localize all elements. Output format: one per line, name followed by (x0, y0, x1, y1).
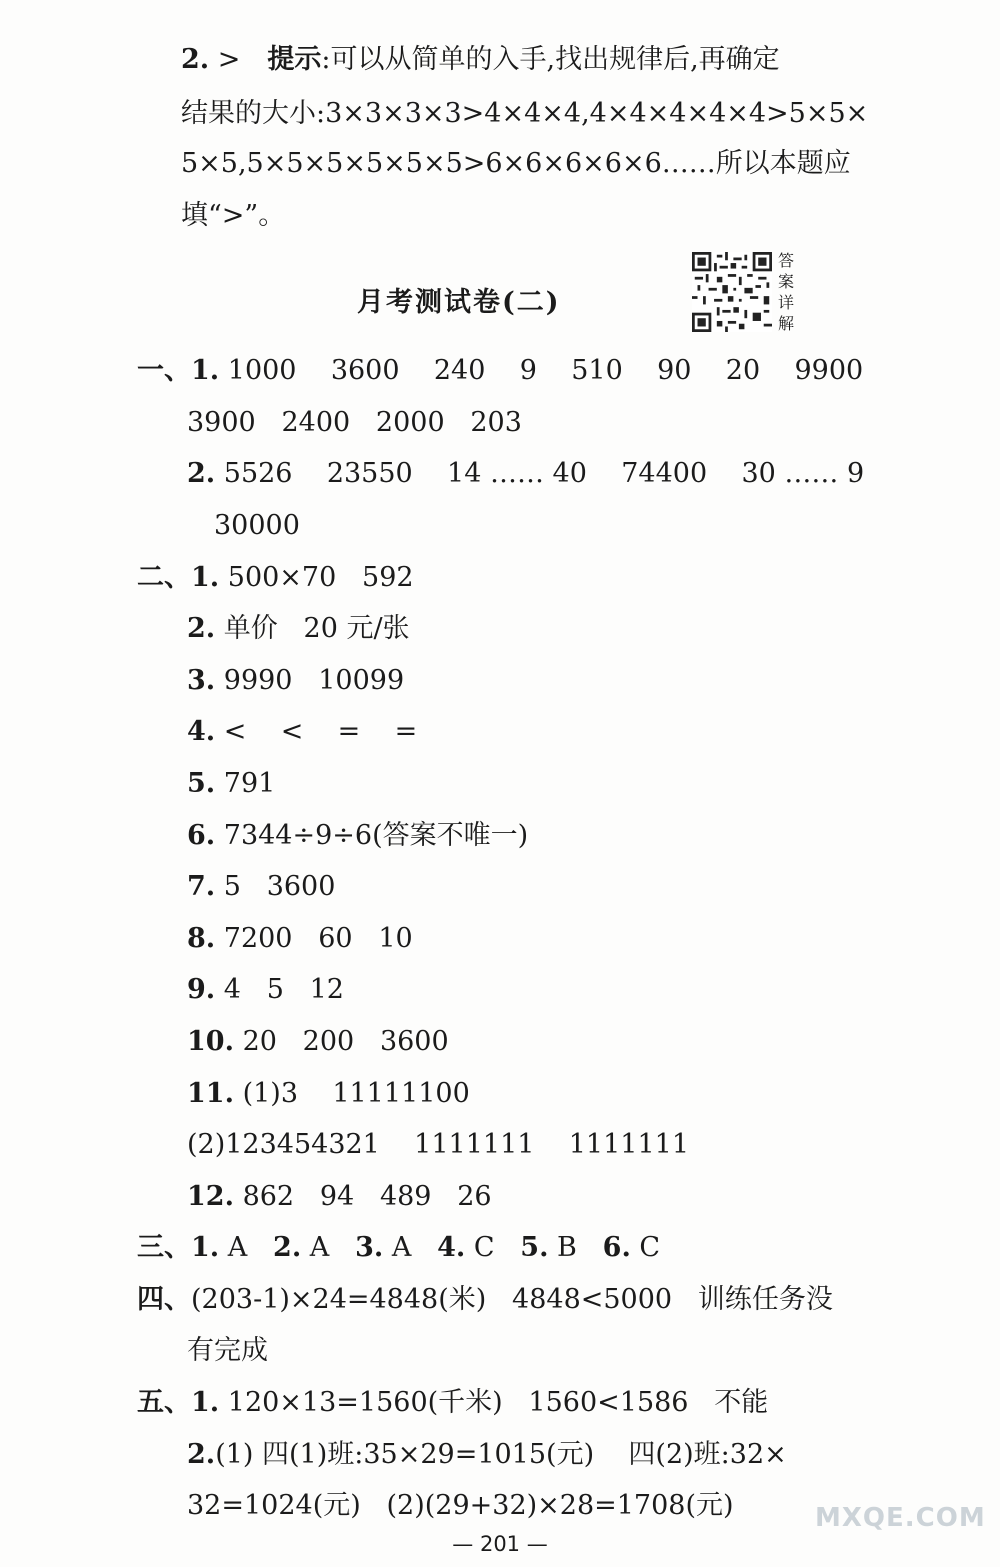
s4-line-1: 四、(203-1)×24=4848(米) 4848<5000 训练任务没 (137, 1284, 833, 1315)
s2-q4: 4. < < = = (187, 716, 418, 747)
qr-caption: 答案详解 (778, 251, 795, 333)
s1-q1-line-1: 一、1. 1000 3600 240 9 510 90 20 9900 (137, 355, 864, 386)
s2-q10: 10. 20 200 3600 (187, 1026, 449, 1057)
s1-q2-line-2: 30000 (214, 510, 300, 541)
hint-line-4: 填“>”。 (181, 200, 286, 231)
hint-line-1: 2. > 提示:可以从简单的入手,找出规律后,再确定 (181, 44, 780, 75)
s2-q8: 8. 7200 60 10 (187, 923, 413, 954)
s1-q2-line-1: 2. 5526 23550 14 …… 40 74400 30 …… 9 (187, 458, 865, 489)
s1-q1-line-2: 3900 2400 2000 203 (187, 407, 522, 438)
watermark: MXQE.COM (815, 1503, 986, 1533)
qr-code-icon (692, 252, 772, 332)
s2-q3: 3. 9990 10099 (187, 665, 405, 696)
hint-label: 提示 (267, 44, 322, 75)
s5-q2-line-2: 32=1024(元) (2)(29+32)×28=1708(元) (187, 1490, 734, 1521)
page-number: — 201 — (452, 1532, 548, 1556)
s3-answers: 三、1. A 2. A 3. A 4. C 5. B 6. C (137, 1232, 661, 1263)
section-title: 月考测试卷(二) (357, 287, 561, 318)
s2-q7: 7. 5 3600 (187, 871, 336, 902)
s2-q1: 二、1. 500×70 592 (137, 562, 414, 593)
s5-q2-line-1: 2.(1) 四(1)班:35×29=1015(元) 四(2)班:32× (187, 1439, 787, 1470)
hint-line-2: 结果的大小:3×3×3×3>4×4×4,4×4×4×4×4>5×5× (181, 98, 869, 129)
s2-q5: 5. 791 (187, 768, 276, 799)
s2-q2: 2. 单价 20 元/张 (187, 613, 410, 644)
s2-q6: 6. 7344÷9÷6(答案不唯一) (187, 820, 529, 851)
s2-q11-line-2: (2)123454321 1111111 1111111 (187, 1129, 690, 1160)
hint-line-3: 5×5,5×5×5×5×5×5>6×6×6×6×6……所以本题应 (181, 148, 851, 179)
s2-q9: 9. 4 5 12 (187, 974, 344, 1005)
s2-q12: 12. 862 94 489 26 (187, 1181, 492, 1212)
s4-line-2: 有完成 (187, 1335, 268, 1366)
s2-q11-line-1: 11. (1)3 11111100 (187, 1078, 470, 1109)
s5-q1: 五、1. 120×13=1560(千米) 1560<1586 不能 (137, 1387, 769, 1418)
